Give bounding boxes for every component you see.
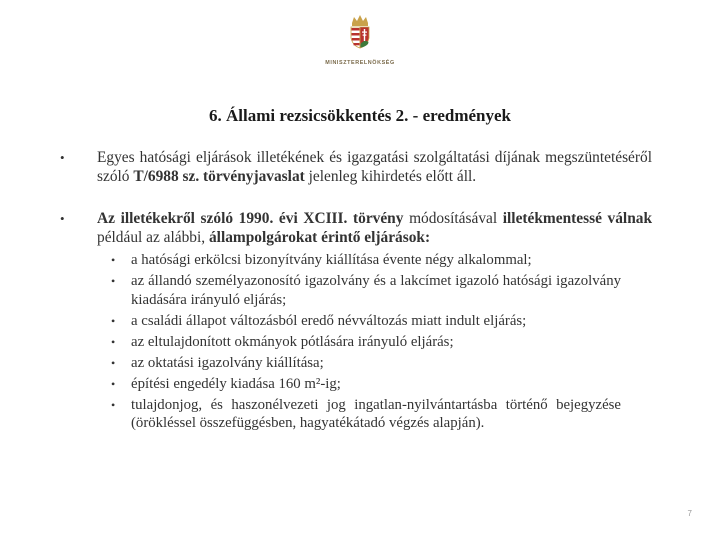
- sub-list-item: [111, 333, 621, 352]
- ministry-logo-text: MINISZTERELNÖKSÉG: [325, 60, 395, 66]
- sub-list-item: [111, 312, 621, 331]
- sub-item-text: az állandó személyazonosító igazolvány és a lakcímet igazoló hatósági igazolvány kiadására irányuló eljárás;: [131, 272, 621, 308]
- bullet: •: [111, 334, 116, 349]
- item-bold-text: állampolgárokat érintő eljárások:: [208, 229, 431, 246]
- sub-item-text: építési engedély kiadása 160 m²-ig;: [131, 375, 341, 392]
- bullet: •: [111, 376, 116, 391]
- sub-list-item: [111, 251, 621, 270]
- page-number: 7: [687, 509, 692, 518]
- sub-list-item: [111, 354, 621, 373]
- item-text: módosításával: [403, 210, 503, 227]
- bullet: •: [60, 150, 65, 165]
- sub-item-text: a családi állapot változásból eredő névváltozás miatt indult eljárás;: [131, 312, 527, 329]
- hungarian-coat-of-arms-icon: [347, 14, 373, 54]
- item-bold-text: illetékmentessé válnak: [502, 210, 653, 227]
- bullet: •: [111, 273, 116, 288]
- item-text: például az alábbi,: [97, 229, 209, 246]
- page-title: 6. Állami rezsicsökkentés 2. - eredmények: [208, 106, 512, 125]
- bullet: •: [111, 355, 116, 370]
- sub-bullet-list: [111, 251, 621, 435]
- item-bold-text: T/6988 sz. törvényjavaslat: [133, 168, 305, 185]
- sub-list-item: [111, 375, 621, 394]
- item-text: jelenleg kihirdetés előtt áll.: [304, 168, 477, 185]
- list-item: [60, 209, 652, 247]
- list-item: [60, 148, 652, 186]
- sub-item-text: a hatósági erkölcsi bizonyítvány kiállítása évente négy alkalommal;: [131, 252, 532, 268]
- sub-list-item: [111, 396, 621, 433]
- sub-item-text: az oktatási igazolvány kiállítása;: [131, 354, 324, 371]
- ministry-logo: [310, 14, 410, 66]
- item-bold-text: Az illetékekről szóló 1990. évi XCIII. törvény: [97, 210, 404, 227]
- bullet: •: [111, 313, 116, 328]
- sub-item-text: az eltulajdonított okmányok pótlására irányuló eljárás;: [131, 333, 454, 350]
- sub-list-item: [111, 272, 621, 309]
- bullet: •: [60, 211, 65, 226]
- sub-item-text: tulajdonjog, és haszonélvezeti jog ingatlan-nyilvántartásba történő bejegyzése (örökléssel összefüggésben, hagyatékátadó végzés alapján).: [131, 396, 621, 432]
- item-text: Egyes hatósági eljárások illetékének és igazgatási szolgáltatási díjának megszüntetéséről szóló: [97, 149, 652, 185]
- main-bullet-list: [60, 148, 652, 247]
- bullet: •: [111, 397, 116, 412]
- bullet: •: [111, 253, 116, 267]
